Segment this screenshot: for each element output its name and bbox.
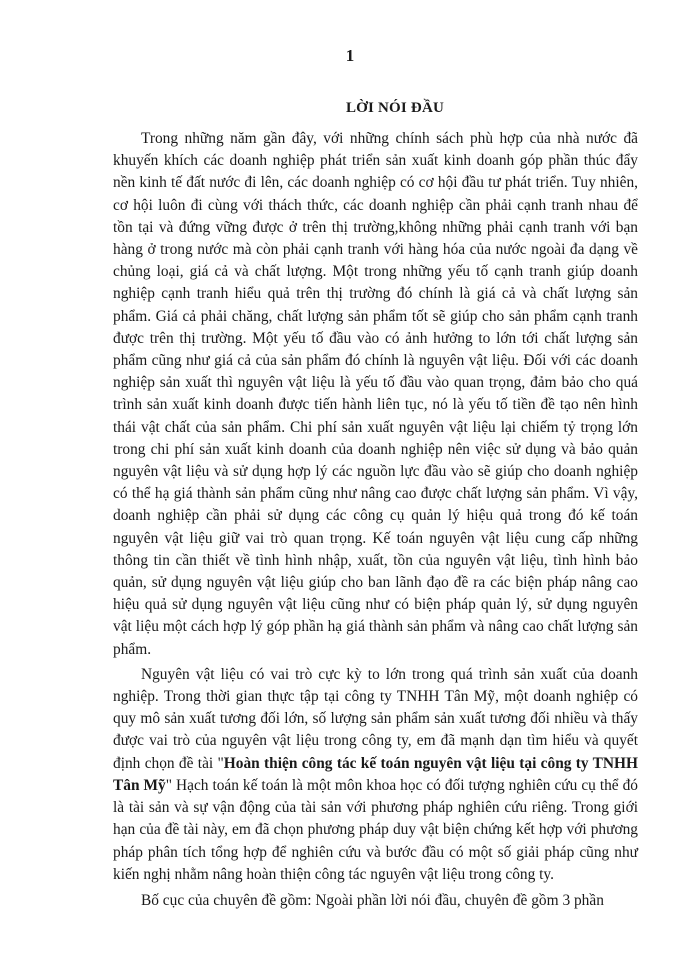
page-number: 1 [345,46,355,65]
paragraph-intro: Trong những năm gần đây, với những chính sách phù hợp của nhà nước đã khuyến khích các doanh nghiệp phát triển sản xuất kinh doanh góp phần thúc đẩy nền kinh tế đất nước đi lên, các doanh nghiệp có cơ hội đầu tư phát triển. Tuy nhiên, cơ hội luôn đi cùng với thách thức, các doanh nghiệp cần phải cạnh tranh nhau để tồn tại và đứng vững được ở trên thị trường,không những phải cạnh tranh với bạn hàng ở trong nước mà còn phải cạnh tranh với hàng hóa của nước ngoài đa dạng về chủng loại, giá cả và chất lượng. Một trong những yếu tố cạnh tranh giúp doanh nghiệp cạnh tranh hiểu quả trên thị trường đó chính là giá cả và chất lượng sản phẩm. Giá cả phải chăng, chất lượng sản phẩm tốt sẽ giúp cho sản phẩm cạnh tranh được trên thị trường. Một yếu tố đầu vào có ảnh hưởng to lớn tới chất lượng sản phẩm cũng như giá cả của sản phẩm đó chính là nguyên vật liệu. Đối với các doanh nghiệp sản xuất thì nguyên vật liệu là yếu tố đầu vào quan trọng, đảm bảo cho quá trình sản xuất kinh doanh được tiến hành liên tục, nó là yếu tố tiền đề tạo nên hình thái vật chất của sản phẩm. Chi phí sản xuất nguyên vật liệu lại chiếm tỷ trọng lớn trong chi phí sản xuất kinh doanh của doanh nghiệp nên việc sử dụng và bảo quản nguyên vật liệu và sử dụng hợp lý các nguồn lực đầu vào sẽ giúp cho doanh nghiệp có thể hạ giá thành sản phẩm cũng như nâng cao được chất lượng sản phẩm. Vì vậy, doanh nghiệp cần phải sử dụng các công cụ quản lý hiệu quả trong đó kế toán nguyên vật liệu giữ vai trò quan trọng. Kế toán nguyên vật liệu cung cấp những thông tin cần thiết về tình hình nhập, xuất, tồn của nguyên vật liệu, tình hình bảo quản, sử dụng nguyên vật liệu giúp cho ban lãnh đạo đề ra các biện pháp nâng cao hiệu quả sử dụng nguyên vật liệu cũng như có biện pháp quản lý, sử dụng nguyên vật liệu một cách hợp lý góp phần hạ giá thành sản phẩm và nâng cao chất lượng sản phẩm. [113,130,638,658]
paragraph-topic-tail: " Hạch toán kế toán là một môn khoa học có đối tượng nghiên cứu cụ thể đó là tài sản và sự vận động của tài sản với phương pháp nghiên cứu riêng. Trong giới hạn của đề tài này, em đã chọn phương pháp duy vật biện chứng kết hợp với phương pháp phân tích tổng hợp để nghiên cứu và bước đầu có một số giải pháp cũng như kiến nghị nhằm nâng hoàn thiện công tác nguyên vật liệu trong công ty. [113,776,639,883]
paragraph-structure: Bố cục của chuyên đề gồm: Ngoài phần lời nói đầu, chuyên đề gồm 3 phần [141,891,604,909]
thesis-title: Hoàn thiện công tác kế toán nguyên vật liệu tại công ty TNHH Tân Mỹ [113,754,638,794]
paragraph-topic [113,664,638,886]
document-body [113,128,638,912]
paragraph-topic-lead: Nguyên vật liệu có vai trò cực kỳ to lớn trong quá trình sản xuất của doanh nghiệp. Trong thời gian thực tập tại công ty TNHH Tân Mỹ, một doanh nghiệp có quy mô sản xuất tương đối lớn, số lượng sản phẩm sản xuất tương đối nhiều và thấy được vai trò của nguyên vật liệu trong công ty, em đã mạnh dạn tìm hiểu và quyết định chọn đề tài " [113,665,638,772]
page-title: LỜI NÓI ĐẦU [345,100,445,116]
